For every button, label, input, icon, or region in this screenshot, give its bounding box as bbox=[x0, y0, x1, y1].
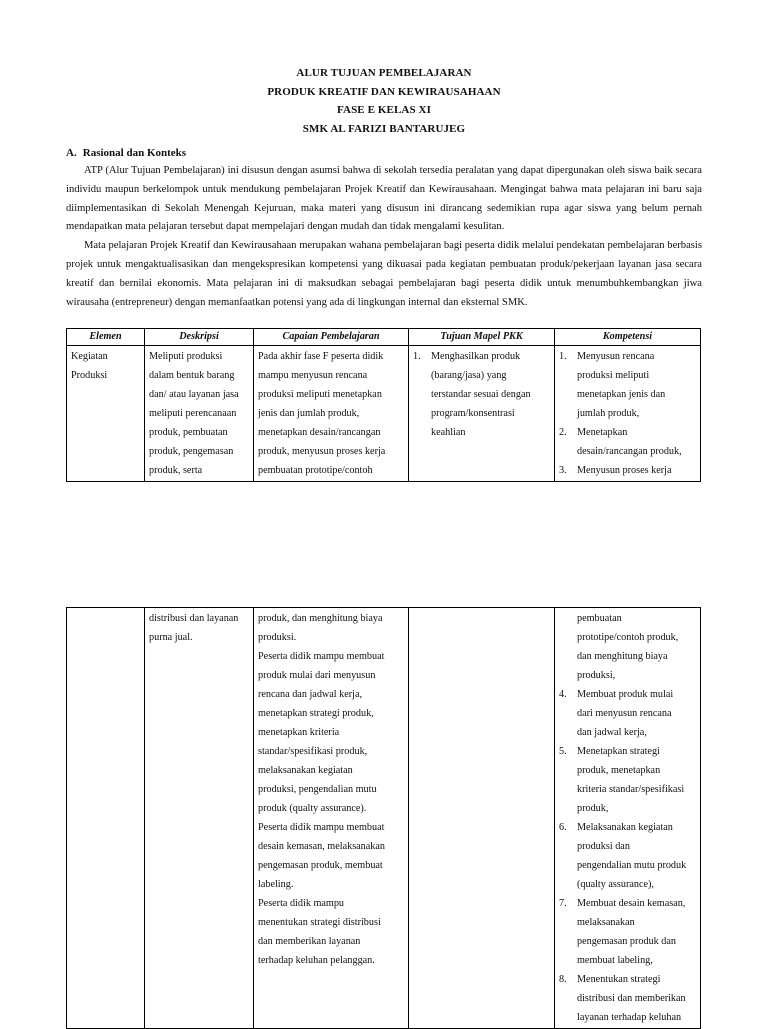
cell-line: Peserta didik mampu bbox=[258, 898, 345, 909]
cell-line: standar/spesifikasi produk, bbox=[258, 746, 368, 757]
list-number: 1. bbox=[559, 351, 567, 362]
table-header-row bbox=[67, 329, 701, 346]
cell-line: produk, menyusun proses kerja bbox=[258, 446, 386, 457]
list-item bbox=[559, 818, 696, 894]
cell-line: layanan terhadap keluhan bbox=[577, 1012, 682, 1023]
cell-line: prototipe/contoh produk, bbox=[577, 632, 679, 643]
cell-line: pengendalian mutu produk bbox=[577, 860, 687, 871]
list-number: 8. bbox=[559, 974, 567, 985]
cell-line: melaksanakan bbox=[577, 917, 635, 928]
cell-line: pengemasan produk, membuat bbox=[258, 860, 383, 871]
list-item bbox=[559, 685, 696, 742]
kompetensi-list bbox=[559, 347, 696, 480]
cell-line: mampu menyusun rencana bbox=[258, 370, 368, 381]
kompetensi-cell bbox=[555, 608, 701, 1029]
paragraph: ATP (Alur Tujuan Pembelajaran) ini disusun dengan asumsi bahwa di sekolah tersedia peralatan yang dapat dipergunakan oleh siswa baik secara individu maupun berkelompok untuk mendukung pembelajaran Projek Kreatif dan Kewirausahaan. Mengingat bahwa mata pelajaran ini baru saja diimplementasikan di Sekolah Menengah Kejuruan, maka materi yang disusun ini dirancang sedemikian rupa agar siswa yang belum pernah mendapatkan mata pelajaran tersebut dapat mempelajari dengan mudah dan tidak mengalami kesulitan. bbox=[66, 165, 702, 233]
capaian-cell bbox=[254, 346, 409, 482]
cell-line: Peserta didik mampu membuat bbox=[258, 651, 385, 662]
cell-line: purna jual. bbox=[149, 632, 193, 643]
list-item bbox=[559, 894, 696, 970]
cell-line: produksi. bbox=[258, 632, 297, 643]
table-row bbox=[67, 346, 701, 482]
cell-line: terstandar sesuai dengan bbox=[431, 389, 531, 400]
capaian-cell bbox=[254, 608, 409, 1029]
cell-line: (qualty assurance), bbox=[577, 879, 654, 890]
cell-line: menentukan strategi distribusi bbox=[258, 917, 381, 928]
cell-line: menetapkan jenis dan bbox=[577, 389, 666, 400]
elemen-cell bbox=[67, 608, 145, 1029]
cell-line: dan jadwal kerja, bbox=[577, 727, 647, 738]
section-body bbox=[66, 162, 702, 312]
paragraph: Mata pelajaran Projek Kreatif dan Kewirausahaan merupakan wahana pembelajaran bagi peserta didik melalui pendekatan pembelajaran berbasis projek untuk mengaktualisasikan dan mengekspresikan kompetensi yang dikuasai pada kegiatan pembuatan produk/pekerjaan layanan jasa secara kreatif dan bernilai ekonomis. Mata pelajaran ini di maksudkan sebagai pembelajaran bagi peserta didik untuk menumbuhkembangkan jiwa wirausaha (entrepreneur) dengan memanfaatkan potensi yang ada di lingkungan internal dan eksternal SMK. bbox=[66, 240, 702, 308]
cell-line: (barang/jasa) yang bbox=[431, 370, 507, 381]
title-line: FASE E KELAS XI bbox=[337, 104, 431, 116]
kompetensi-list bbox=[559, 609, 696, 1027]
list-item bbox=[559, 742, 696, 818]
cell-line: produksi meliputi bbox=[577, 370, 650, 381]
cell-line: dalam bentuk barang bbox=[149, 370, 235, 381]
cell-line: Menyusun proses kerja bbox=[577, 465, 672, 476]
cell-line: Pada akhir fase F peserta didik bbox=[258, 351, 384, 362]
cell-line: produksi meliputi menetapkan bbox=[258, 389, 382, 400]
list-number: 3. bbox=[559, 465, 567, 476]
list-number: 1. bbox=[413, 351, 421, 362]
tujuan-list bbox=[413, 347, 550, 442]
cell-line: pembuatan bbox=[577, 613, 622, 624]
title-line: SMK AL FARIZI BANTARUJEG bbox=[302, 122, 466, 135]
cell-line: program/konsentrasi bbox=[431, 408, 515, 419]
list-item bbox=[559, 347, 696, 423]
section-title: Rasional dan Konteks bbox=[82, 147, 187, 159]
section-heading bbox=[66, 147, 186, 159]
cell-line: produk, serta bbox=[149, 465, 203, 476]
cell-line: produk, bbox=[577, 803, 609, 814]
table-row bbox=[67, 608, 701, 1029]
column-header: Deskripsi bbox=[145, 329, 254, 346]
cell-line: rencana dan jadwal kerja, bbox=[258, 689, 363, 700]
elemen-cell bbox=[67, 346, 145, 482]
cell-line: desain kemasan, melaksanakan bbox=[258, 841, 386, 852]
cell-line: keahlian bbox=[431, 427, 466, 438]
cell-line: dari menyusun rencana bbox=[577, 708, 672, 719]
cell-line: Menyusun rencana bbox=[577, 351, 655, 362]
column-header: Capaian Pembelajaran bbox=[254, 329, 409, 346]
cell-line: menetapkan strategi produk, bbox=[258, 708, 374, 719]
cell-line: Menetapkan strategi bbox=[577, 746, 660, 757]
cell-line: meliputi perencanaan bbox=[149, 408, 237, 419]
cell-line: Membuat desain kemasan, bbox=[577, 898, 686, 909]
list-item bbox=[413, 347, 550, 442]
cell-line: Membuat produk mulai bbox=[577, 689, 674, 700]
cell-line: produksi, bbox=[577, 670, 616, 681]
cell-line: melaksanakan kegiatan bbox=[258, 765, 353, 776]
cell-line: labeling. bbox=[258, 879, 294, 890]
cell-line: pengemasan produk dan bbox=[577, 936, 677, 947]
cell-line: Peserta didik mampu membuat bbox=[258, 822, 385, 833]
cell-line: jumlah produk, bbox=[577, 408, 640, 419]
cell-line: produksi, pengendalian mutu bbox=[258, 784, 377, 795]
list-number: 7. bbox=[559, 898, 567, 909]
cell-line: Melaksanakan kegiatan bbox=[577, 822, 673, 833]
list-number: 5. bbox=[559, 746, 567, 757]
list-number: 6. bbox=[559, 822, 567, 833]
kompetensi-cell bbox=[555, 346, 701, 482]
cell-line: Menentukan strategi bbox=[577, 974, 661, 985]
atp-table-part2 bbox=[66, 607, 701, 1029]
cell-line: Produksi bbox=[71, 370, 108, 381]
cell-line: Menghasilkan produk bbox=[431, 351, 521, 362]
cell-line: Kegiatan bbox=[71, 351, 108, 362]
cell-line: membuat labeling, bbox=[577, 955, 653, 966]
tujuan-cell bbox=[409, 346, 555, 482]
cell-line: menetapkan desain/rancangan bbox=[258, 427, 381, 438]
list-number: 4. bbox=[559, 689, 567, 700]
cell-line: Menetapkan bbox=[577, 427, 628, 438]
column-header: Elemen bbox=[67, 329, 145, 346]
cell-line: Meliputi produksi bbox=[149, 351, 223, 362]
cell-line: distribusi dan layanan bbox=[149, 613, 239, 624]
cell-line: dan memberikan layanan bbox=[258, 936, 361, 947]
cell-line: dan/ atau layanan jasa bbox=[149, 389, 239, 400]
cell-line: produk, dan menghitung biaya bbox=[258, 613, 383, 624]
cell-line: terhadap keluhan pelanggan. bbox=[258, 955, 375, 966]
cell-line: jenis dan jumlah produk, bbox=[258, 408, 360, 419]
cell-line: distribusi dan memberikan bbox=[577, 993, 686, 1004]
section-number: A. bbox=[66, 147, 77, 159]
tujuan-cell bbox=[409, 608, 555, 1029]
deskripsi-cell bbox=[145, 346, 254, 482]
column-header: Tujuan Mapel PKK bbox=[409, 329, 555, 346]
title-line: ALUR TUJUAN PEMBELAJARAN bbox=[296, 67, 472, 79]
cell-line: produk, menetapkan bbox=[577, 765, 661, 776]
cell-line: menetapkan kriteria bbox=[258, 727, 340, 738]
atp-table-part1 bbox=[66, 328, 701, 482]
cell-line: produk, pembuatan bbox=[149, 427, 228, 438]
cell-line: produk (qualty assurance). bbox=[258, 803, 367, 814]
cell-line: produk, pengemasan bbox=[149, 446, 234, 457]
list-number: 2. bbox=[559, 427, 567, 438]
document-title-block bbox=[0, 64, 768, 138]
cell-line: produk mulai dari menyusun bbox=[258, 670, 376, 681]
cell-line: dan menghitung biaya bbox=[577, 651, 668, 662]
title-line: PRODUK KREATIF DAN KEWIRAUSAHAAN bbox=[267, 85, 501, 98]
list-item bbox=[559, 423, 696, 461]
deskripsi-cell bbox=[145, 608, 254, 1029]
cell-line: desain/rancangan produk, bbox=[577, 446, 682, 457]
cell-line: produksi dan bbox=[577, 841, 630, 852]
cell-line: pembuatan prototipe/contoh bbox=[258, 465, 373, 476]
list-item bbox=[559, 970, 696, 1027]
cell-line: kriteria standar/spesifikasi bbox=[577, 784, 685, 795]
list-item-continued bbox=[559, 609, 696, 685]
list-item bbox=[559, 461, 696, 480]
column-header: Kompetensi bbox=[555, 329, 701, 346]
